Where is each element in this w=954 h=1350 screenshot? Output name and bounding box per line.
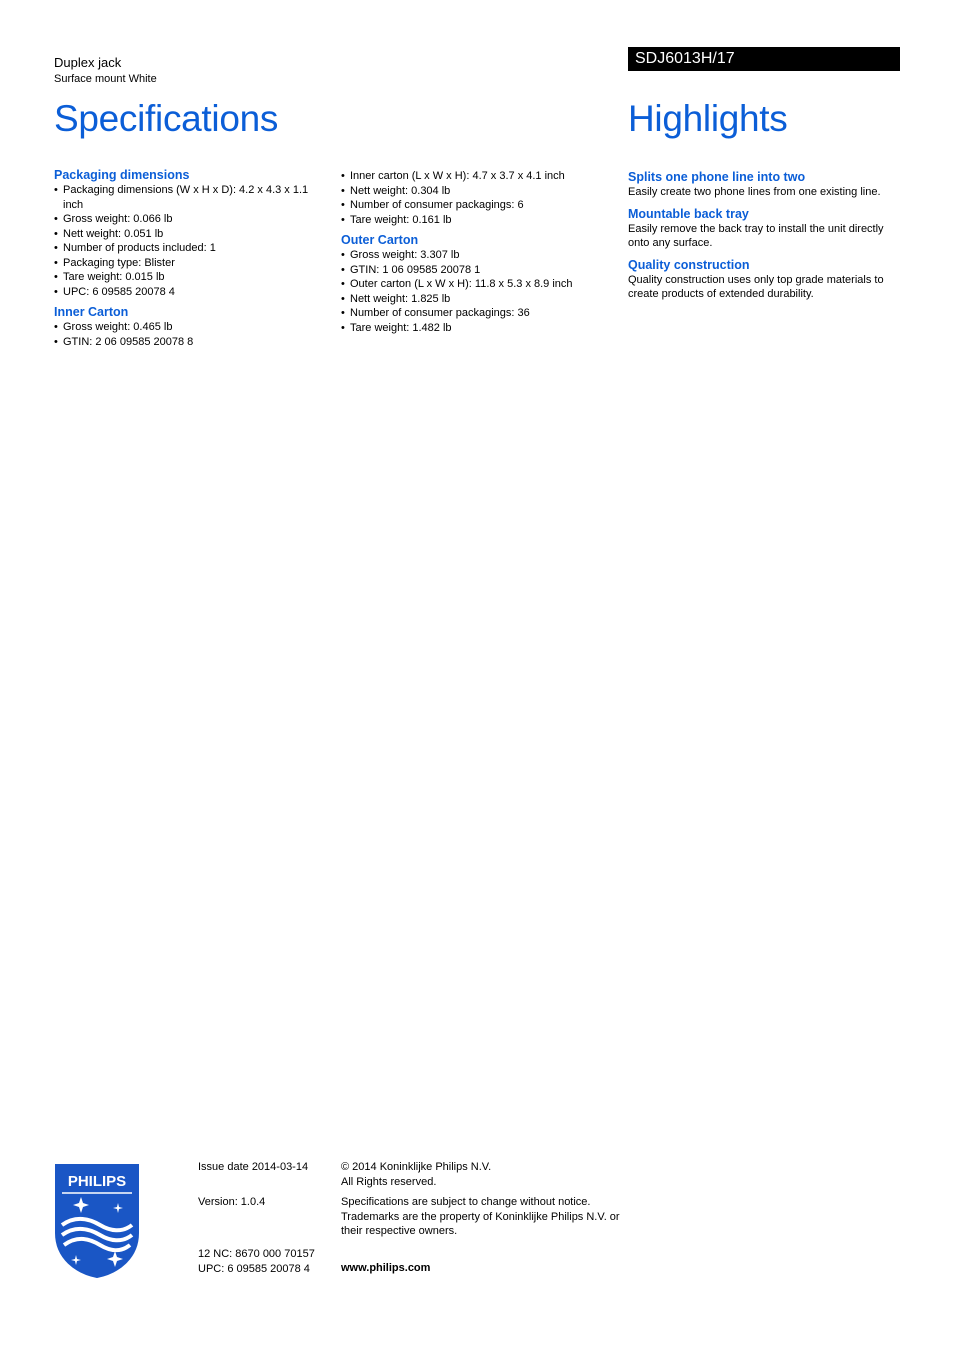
copyright: © 2014 Koninklijke Philips N.V. — [341, 1161, 492, 1173]
copyright-block — [341, 1160, 631, 1189]
spec-notice: Specifications are subject to change without notice. Trademarks are the property of Koninklijke Philips N.V. or their respective owners. — [341, 1196, 620, 1237]
list-item: • Packaging dimensions (W x H x D): 4.2 x 4.3 x 1.1 inch — [54, 183, 316, 212]
list-item: • UPC: 6 09585 20078 4 — [54, 285, 316, 300]
philips-shield-logo — [54, 1163, 140, 1279]
list-item: • Number of consumer packagings: 36 — [341, 306, 613, 321]
highlight-heading: Mountable back tray — [628, 206, 749, 221]
list-item: • Nett weight: 0.051 lb — [54, 227, 316, 242]
highlight-item — [628, 207, 908, 251]
highlights-column — [628, 170, 908, 302]
highlight-heading: Splits one phone line into two — [628, 170, 806, 184]
spec-section-inner-carton — [54, 305, 316, 349]
highlight-text: Quality construction uses only top grade materials to create products of extended durability. — [628, 273, 884, 300]
spec-list — [341, 248, 613, 335]
list-item: • Gross weight: 0.066 lb — [54, 212, 316, 227]
product-name: Duplex jack — [54, 55, 122, 70]
highlights-title: Highlights — [628, 98, 788, 139]
philips-shield-icon — [54, 1163, 140, 1279]
section-heading: Inner Carton — [54, 305, 129, 319]
product-description: Surface mount White — [54, 73, 157, 85]
spec-section-packaging-dimensions — [54, 168, 316, 299]
rights-reserved: All Rights reserved. — [341, 1175, 437, 1188]
specifications-title: Specifications — [54, 98, 279, 139]
website-link[interactable]: www.philips.com — [341, 1262, 431, 1274]
highlight-item — [628, 170, 908, 200]
upc-number: UPC: 6 09585 20078 4 — [198, 1262, 310, 1275]
spec-section-outer-carton — [341, 233, 613, 335]
list-item: • GTIN: 1 06 09585 20078 1 — [341, 263, 613, 278]
model-number-bar: SDJ6013H/17 — [628, 47, 900, 71]
list-item: • Nett weight: 1.825 lb — [341, 292, 613, 307]
nc-number: 12 NC: 8670 000 70157 — [198, 1248, 315, 1260]
version: Version: 1.0.4 — [198, 1196, 266, 1208]
spec-section-inner-carton-continued — [341, 169, 613, 227]
highlight-text: Easily create two phone lines from one existing line. — [628, 186, 881, 198]
highlight-item — [628, 258, 908, 302]
issue-date: Issue date 2014-03-14 — [198, 1161, 309, 1173]
section-heading: Packaging dimensions — [54, 168, 190, 182]
list-item: • Gross weight: 3.307 lb — [341, 248, 613, 263]
highlight-text: Easily remove the back tray to install the unit directly onto any surface. — [628, 222, 884, 249]
list-item: • GTIN: 2 06 09585 20078 8 — [54, 335, 316, 350]
spec-column-1 — [54, 168, 316, 349]
list-item: • Number of consumer packagings: 6 — [341, 198, 613, 213]
list-item: • Tare weight: 0.161 lb — [341, 213, 613, 228]
spec-list — [54, 183, 316, 299]
section-heading: Outer Carton — [341, 233, 419, 247]
list-item: • Packaging type: Blister — [54, 256, 316, 271]
list-item: • Nett weight: 0.304 lb — [341, 184, 613, 199]
list-item: • Tare weight: 0.015 lb — [54, 270, 316, 285]
spec-column-2 — [341, 169, 613, 335]
list-item: • Inner carton (L x W x H): 4.7 x 3.7 x 4.1 inch — [341, 169, 613, 184]
highlight-heading: Quality construction — [628, 257, 750, 272]
logo-wordmark: PHILIPS — [67, 1173, 127, 1190]
list-item: • Outer carton (L x W x H): 11.8 x 5.3 x 8.9 inch — [341, 277, 613, 292]
list-item: • Tare weight: 1.482 lb — [341, 321, 613, 336]
list-item: • Number of products included: 1 — [54, 241, 316, 256]
list-item: • Gross weight: 0.465 lb — [54, 320, 316, 335]
spec-list — [54, 320, 316, 349]
nc-and-upc — [198, 1247, 315, 1276]
spec-list — [341, 169, 613, 227]
